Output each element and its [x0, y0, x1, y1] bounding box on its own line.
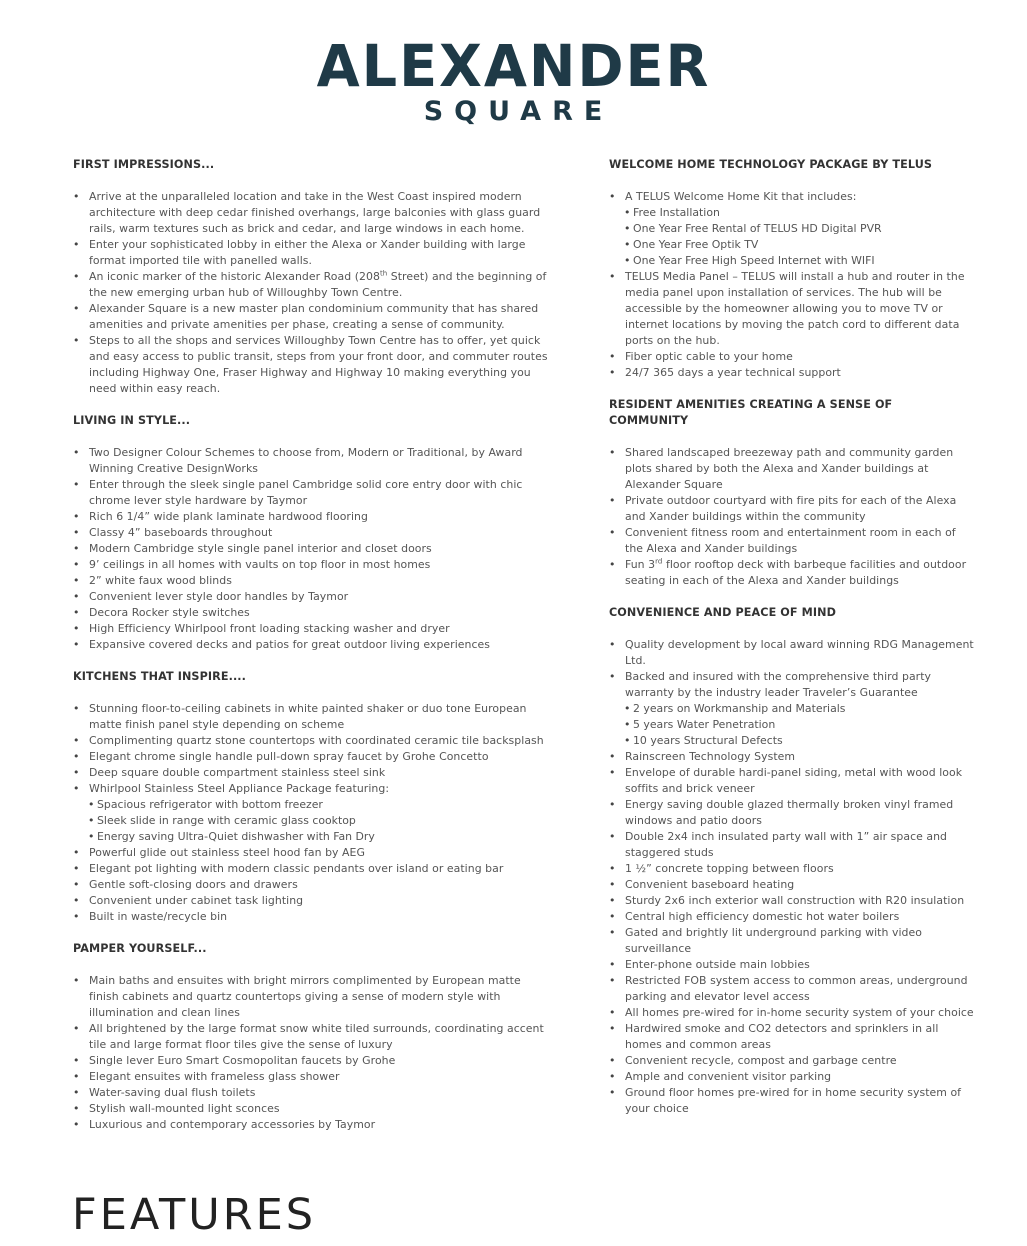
section-heading: WELCOME HOME TECHNOLOGY PACKAGE BY TELUS: [609, 158, 933, 171]
feature-text: Stunning floor-to-ceiling cabinets in white painted shaker or duo tone European matte finish panel style depending on scheme: [89, 702, 527, 731]
feature-item: [73, 1117, 551, 1133]
feature-text: Powerful glide out stainless steel hood fan by AEG: [89, 846, 365, 859]
feature-text: Steps to all the shops and services Willoughby Town Centre has to offer, yet quick and easy access to public transit, steps from your front door, and commuter routes including Highway One, Fraser Highway and Highway 10 making everything you need within easy reach.: [89, 334, 548, 395]
feature-text: 9’ ceilings in all homes with vaults on top floor in most homes: [89, 558, 431, 571]
feature-text: Shared landscaped breezeway path and community garden plots shared by both the Alexa and Xander buildings at Alexander Square: [625, 446, 954, 491]
feature-sub-item: [609, 733, 974, 749]
feature-text: Double 2x4 inch insulated party wall with 1” air space and staggered studs: [625, 830, 948, 859]
feature-item: [73, 733, 551, 749]
feature-text: Complimenting quartz stone countertops with coordinated ceramic tile backsplash: [89, 734, 544, 747]
feature-item: [609, 925, 974, 957]
feature-item: [73, 557, 551, 573]
feature-item: [609, 893, 974, 909]
feature-item: [73, 525, 551, 541]
feature-text: One Year Free High Speed Internet with WIFI: [633, 254, 875, 267]
feature-item: [609, 445, 974, 493]
feature-item: [73, 637, 551, 653]
feature-item: [73, 573, 551, 589]
feature-item: [609, 189, 974, 205]
right-column: [609, 157, 974, 1133]
feature-item: [609, 957, 974, 973]
feature-item: [73, 1069, 551, 1085]
feature-text: A TELUS Welcome Home Kit that includes:: [625, 190, 857, 203]
feature-text: Stylish wall-mounted light sconces: [89, 1102, 280, 1115]
feature-text: Gentle soft-closing doors and drawers: [89, 878, 298, 891]
feature-sub-item: [73, 829, 551, 845]
feature-text: One Year Free Rental of TELUS HD Digital PVR: [633, 222, 882, 235]
feature-section: [609, 605, 974, 1117]
feature-text: Spacious refrigerator with bottom freezer: [97, 798, 323, 811]
feature-item: [73, 445, 551, 477]
feature-text: Fiber optic cable to your home: [625, 350, 793, 363]
feature-text: Convenient lever style door handles by Taymor: [89, 590, 349, 603]
feature-text: Arrive at the unparalleled location and take in the West Coast inspired modern architecture with deep cedar finished overhangs, large balconies with glass guard rails, warm textures such as brick and cedar, and large windows in each home.: [89, 190, 541, 235]
feature-sub-item: [609, 717, 974, 733]
feature-item: [609, 669, 974, 701]
feature-item: [609, 493, 974, 525]
feature-section: [73, 413, 551, 653]
feature-text: Restricted FOB system access to common areas, underground parking and elevator level access: [625, 974, 968, 1003]
feature-item: [73, 893, 551, 909]
feature-item: [73, 477, 551, 509]
superscript: th: [379, 269, 388, 278]
feature-sub-item: [609, 701, 974, 717]
superscript: rd: [655, 557, 663, 566]
feature-list: [73, 973, 551, 1133]
feature-text: Convenient baseboard heating: [625, 878, 795, 891]
feature-text: Free Installation: [633, 206, 720, 219]
feature-text: All homes pre-wired for in-home security system of your choice: [625, 1006, 974, 1019]
feature-item: [73, 621, 551, 637]
feature-list: [609, 637, 974, 1117]
feature-item: [73, 1053, 551, 1069]
feature-text: Alexander Square is a new master plan condominium community that has shared amenities and private amenities per phase, creating a sense of community.: [89, 302, 539, 331]
feature-sub-item: [609, 205, 974, 221]
feature-item: [609, 1021, 974, 1053]
feature-text: Modern Cambridge style single panel interior and closet doors: [89, 542, 432, 555]
feature-item: [73, 301, 551, 333]
feature-item: [609, 797, 974, 829]
feature-item: [73, 877, 551, 893]
section-heading: PAMPER YOURSELF...: [73, 942, 207, 955]
feature-item: [609, 829, 974, 861]
feature-item: [73, 1101, 551, 1117]
feature-text: Enter-phone outside main lobbies: [625, 958, 810, 971]
feature-item: [609, 365, 974, 381]
feature-item: [609, 349, 974, 365]
feature-text: Whirlpool Stainless Steel Appliance Package featuring:: [89, 782, 390, 795]
feature-text: Central high efficiency domestic hot water boilers: [625, 910, 900, 923]
logo-main-text: ALEXANDER: [316, 32, 711, 100]
feature-section: [609, 157, 974, 381]
feature-text: One Year Free Optik TV: [633, 238, 759, 251]
feature-section: [609, 397, 974, 589]
feature-text: Hardwired smoke and CO2 detectors and sprinklers in all homes and common areas: [625, 1022, 939, 1051]
feature-text: 2” white faux wood blinds: [89, 574, 232, 587]
feature-item: [73, 269, 551, 301]
feature-item: [609, 861, 974, 877]
feature-section: [73, 669, 551, 925]
feature-text: Ground floor homes pre-wired for in home security system of your choice: [625, 1086, 962, 1115]
feature-text: Built in waste/recycle bin: [89, 910, 228, 923]
feature-sub-item: [73, 813, 551, 829]
feature-text: Elegant ensuites with frameless glass shower: [89, 1070, 340, 1083]
feature-section: [73, 941, 551, 1133]
feature-item: [73, 333, 551, 397]
feature-item: [609, 637, 974, 669]
feature-text: Fun 3: [625, 558, 656, 571]
feature-item: [73, 237, 551, 269]
feature-sub-item: [609, 221, 974, 237]
feature-item: [609, 269, 974, 349]
feature-item: [609, 557, 974, 589]
feature-text: Convenient fitness room and entertainment room in each of the Alexa and Xander buildings: [625, 526, 956, 555]
feature-item: [73, 861, 551, 877]
feature-list: [609, 189, 974, 381]
section-heading: LIVING IN STYLE...: [73, 414, 191, 427]
feature-list: [609, 445, 974, 589]
feature-text: Energy saving double glazed thermally broken vinyl framed windows and patio doors: [625, 798, 954, 827]
feature-text: Luxurious and contemporary accessories by Taymor: [89, 1118, 376, 1131]
feature-item: [73, 749, 551, 765]
feature-item: [73, 909, 551, 925]
feature-item: [73, 1085, 551, 1101]
feature-text: Classy 4” baseboards throughout: [89, 526, 273, 539]
feature-text: Water-saving dual flush toilets: [89, 1086, 256, 1099]
feature-text: Two Designer Colour Schemes to choose from, Modern or Traditional, by Award Winning Creative DesignWorks: [89, 446, 523, 475]
feature-item: [73, 509, 551, 525]
section-heading: FIRST IMPRESSIONS...: [73, 158, 215, 171]
section-heading: CONVENIENCE AND PEACE OF MIND: [609, 606, 837, 619]
feature-text: Energy saving Ultra-Quiet dishwasher with Fan Dry: [97, 830, 375, 843]
section-heading: KITCHENS THAT INSPIRE....: [73, 670, 247, 683]
feature-list: [73, 701, 551, 925]
feature-text: Rainscreen Technology System: [625, 750, 796, 763]
feature-text: Main baths and ensuites with bright mirrors complimented by European matte finish cabinets and quartz countertops giving a sense of modern style with illumination and clean lines: [89, 974, 521, 1019]
feature-list: [73, 445, 551, 653]
feature-text: Convenient under cabinet task lighting: [89, 894, 304, 907]
feature-item: [609, 749, 974, 765]
feature-text: Deep square double compartment stainless steel sink: [89, 766, 386, 779]
feature-item: [609, 909, 974, 925]
feature-item: [609, 525, 974, 557]
feature-text: 2 years on Workmanship and Materials: [633, 702, 846, 715]
feature-text: 24/7 365 days a year technical support: [625, 366, 841, 379]
feature-item: [609, 877, 974, 893]
feature-text: floor rooftop deck with barbeque facilities and outdoor seating in each of the Alexa and Xander buildings: [625, 558, 967, 587]
feature-text: High Efficiency Whirlpool front loading stacking washer and dryer: [89, 622, 450, 635]
feature-item: [73, 605, 551, 621]
feature-text: 10 years Structural Defects: [633, 734, 783, 747]
feature-sub-item: [609, 237, 974, 253]
feature-text: Ample and convenient visitor parking: [625, 1070, 832, 1083]
section-heading: RESIDENT AMENITIES CREATING A SENSE OF COMMUNITY: [609, 398, 893, 427]
feature-text: 1 ½” concrete topping between floors: [625, 862, 834, 875]
feature-text: Sleek slide in range with ceramic glass cooktop: [97, 814, 356, 827]
feature-sub-item: [73, 797, 551, 813]
feature-item: [73, 781, 551, 797]
feature-text: Backed and insured with the comprehensive third party warranty by the industry leader Traveler’s Guarantee: [625, 670, 932, 699]
feature-item: [73, 589, 551, 605]
feature-text: Decora Rocker style switches: [89, 606, 250, 619]
feature-item: [73, 189, 551, 237]
feature-text: Gated and brightly lit underground parking with video surveillance: [625, 926, 922, 955]
feature-item: [609, 1069, 974, 1085]
feature-text: Enter your sophisticated lobby in either the Alexa or Xander building with large format imported tile with panelled walls.: [89, 238, 526, 267]
feature-text: Private outdoor courtyard with fire pits for each of the Alexa and Xander buildings within the community: [625, 494, 957, 523]
feature-text: Rich 6 1/4” wide plank laminate hardwood flooring: [89, 510, 368, 523]
feature-item: [609, 1085, 974, 1117]
feature-text: An iconic marker of the historic Alexander Road (208: [89, 270, 380, 283]
features-title: FEATURES: [72, 1190, 317, 1240]
feature-text: Sturdy 2x6 inch exterior wall construction with R20 insulation: [625, 894, 965, 907]
feature-text: Envelope of durable hardi-panel siding, metal with wood look soffits and brick veneer: [625, 766, 963, 795]
feature-item: [609, 765, 974, 797]
logo-sub-text: SQUARE: [423, 96, 614, 127]
feature-text: Single lever Euro Smart Cosmopolitan faucets by Grohe: [89, 1054, 396, 1067]
feature-text: Quality development by local award winning RDG Management Ltd.: [625, 638, 974, 667]
feature-text: Elegant chrome single handle pull-down spray faucet by Grohe Concetto: [89, 750, 489, 763]
feature-item: [609, 973, 974, 1005]
feature-text: Elegant pot lighting with modern classic pendants over island or eating bar: [89, 862, 504, 875]
feature-item: [73, 765, 551, 781]
feature-item: [73, 541, 551, 557]
feature-section: [73, 157, 551, 397]
left-column: [73, 157, 551, 1149]
feature-text: 5 years Water Penetration: [633, 718, 776, 731]
feature-item: [73, 701, 551, 733]
feature-text: Expansive covered decks and patios for great outdoor living experiences: [89, 638, 490, 651]
feature-text: Enter through the sleek single panel Cambridge solid core entry door with chic chrome lever style hardware by Taymor: [89, 478, 523, 507]
feature-item: [73, 845, 551, 861]
feature-text: All brightened by the large format snow white tiled surrounds, coordinating accent tile and large format floor tiles give the sense of luxury: [89, 1022, 544, 1051]
feature-item: [73, 973, 551, 1021]
feature-item: [609, 1005, 974, 1021]
alexander-square-logo: [0, 34, 1027, 128]
feature-text: Convenient recycle, compost and garbage centre: [625, 1054, 897, 1067]
feature-text: TELUS Media Panel – TELUS will install a hub and router in the media panel upon installation of services. The hub will be accessible by the homeowner allowing you to move TV or internet locations by moving the patch cord to different data ports on the hub.: [625, 270, 965, 347]
feature-text: Street) and the beginning of the new emerging urban hub of Willoughby Town Centre.: [89, 270, 547, 299]
feature-sub-item: [609, 253, 974, 269]
feature-item: [609, 1053, 974, 1069]
feature-list: [73, 189, 551, 397]
feature-item: [73, 1021, 551, 1053]
